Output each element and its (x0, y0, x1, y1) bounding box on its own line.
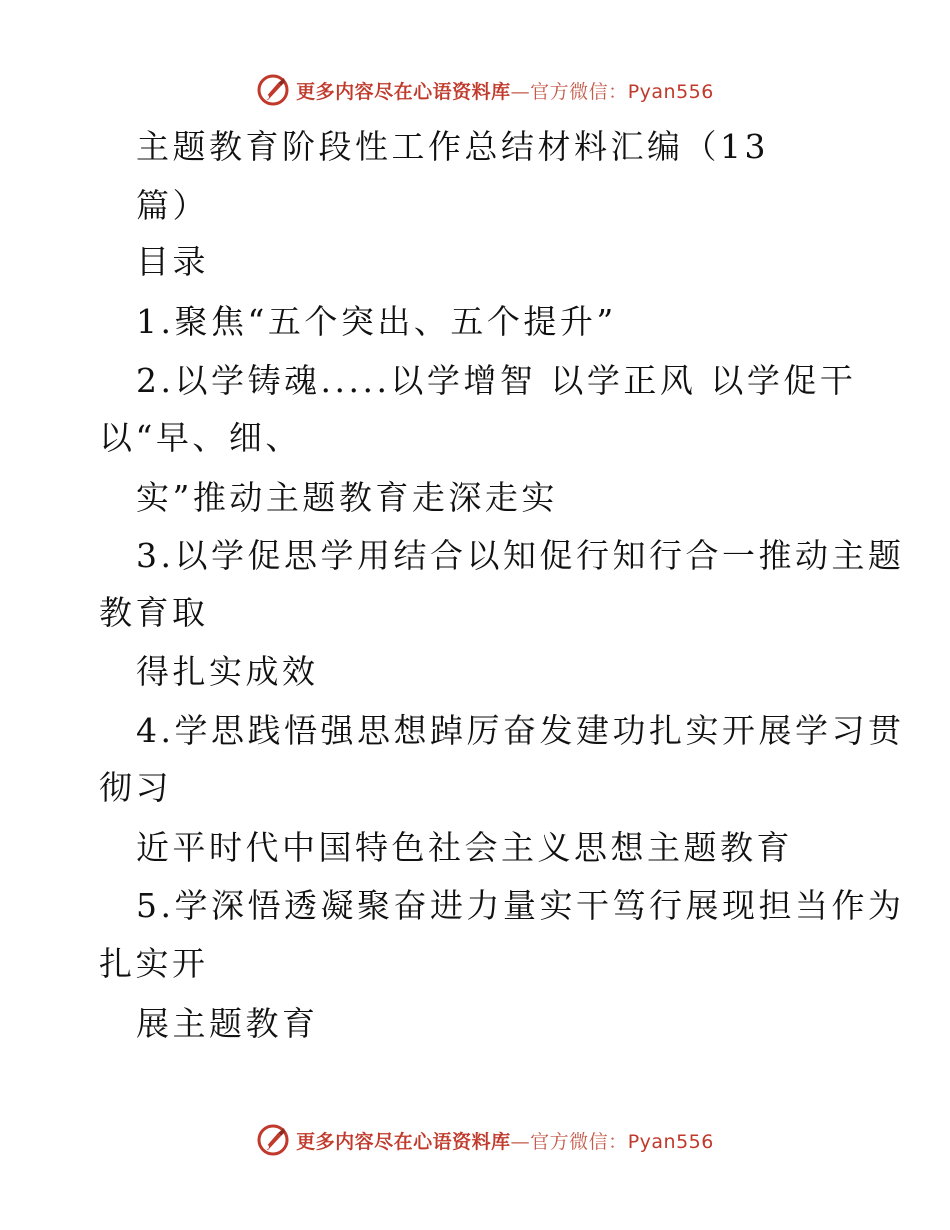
watermark-wechat-id: Pyan556 (627, 1130, 714, 1153)
toc-heading: 目录 (136, 242, 209, 281)
toc-item-4-line-1: 4.学思践悟强思想踔厉奋发建功扎实开展学习贯 (136, 711, 905, 750)
toc-item-3-line-3: 得扎实成效 (136, 652, 319, 691)
toc-item-3-line-2: 教育取 (99, 593, 209, 632)
toc-item-5-line-1: 5.学深悟透凝聚奋进力量实干笃行展现担当作为 (136, 886, 905, 925)
watermark-text (296, 77, 714, 104)
toc-item-3-line-1: 3.以学促思学用结合以知促行知行合一推动主题 (136, 536, 905, 575)
toc-item-4-line-2: 彻习 (99, 768, 172, 807)
footer-watermark (0, 1120, 950, 1160)
document-title-line-1: 主题教育阶段性工作总结材料汇编（13 (136, 127, 769, 166)
watermark-dash: — (510, 1130, 531, 1153)
watermark-group (256, 73, 714, 107)
header-watermark (0, 70, 950, 110)
watermark-group (256, 1123, 714, 1157)
toc-item-4-line-3: 近平时代中国特色社会主义思想主题教育 (136, 828, 793, 867)
document-title-line-2: 篇） (136, 186, 209, 225)
toc-item-2-line-1: 2.以学铸魂.....以学增智 以学正风 以学促干 (136, 361, 857, 400)
watermark-wechat-id: Pyan556 (627, 80, 714, 103)
toc-item-1: 1.聚焦“五个突出、五个提升” (136, 302, 617, 341)
toc-item-5-line-2: 扎实开 (99, 944, 209, 983)
watermark-brand: 更多内容尽在心语资料库 (296, 80, 511, 103)
watermark-official: 官方微信： (530, 1130, 628, 1153)
watermark-text (296, 1127, 714, 1154)
watermark-official: 官方微信： (530, 80, 628, 103)
watermark-dash: — (510, 80, 531, 103)
toc-item-5-line-3: 展主题教育 (136, 1004, 319, 1043)
quill-logo-icon (256, 73, 290, 107)
toc-item-2-line-3: 实”推动主题教育走深走实 (136, 478, 558, 517)
toc-item-2-line-2: 以“早、细、 (99, 418, 302, 457)
quill-logo-icon (256, 1123, 290, 1157)
watermark-brand: 更多内容尽在心语资料库 (296, 1130, 511, 1153)
